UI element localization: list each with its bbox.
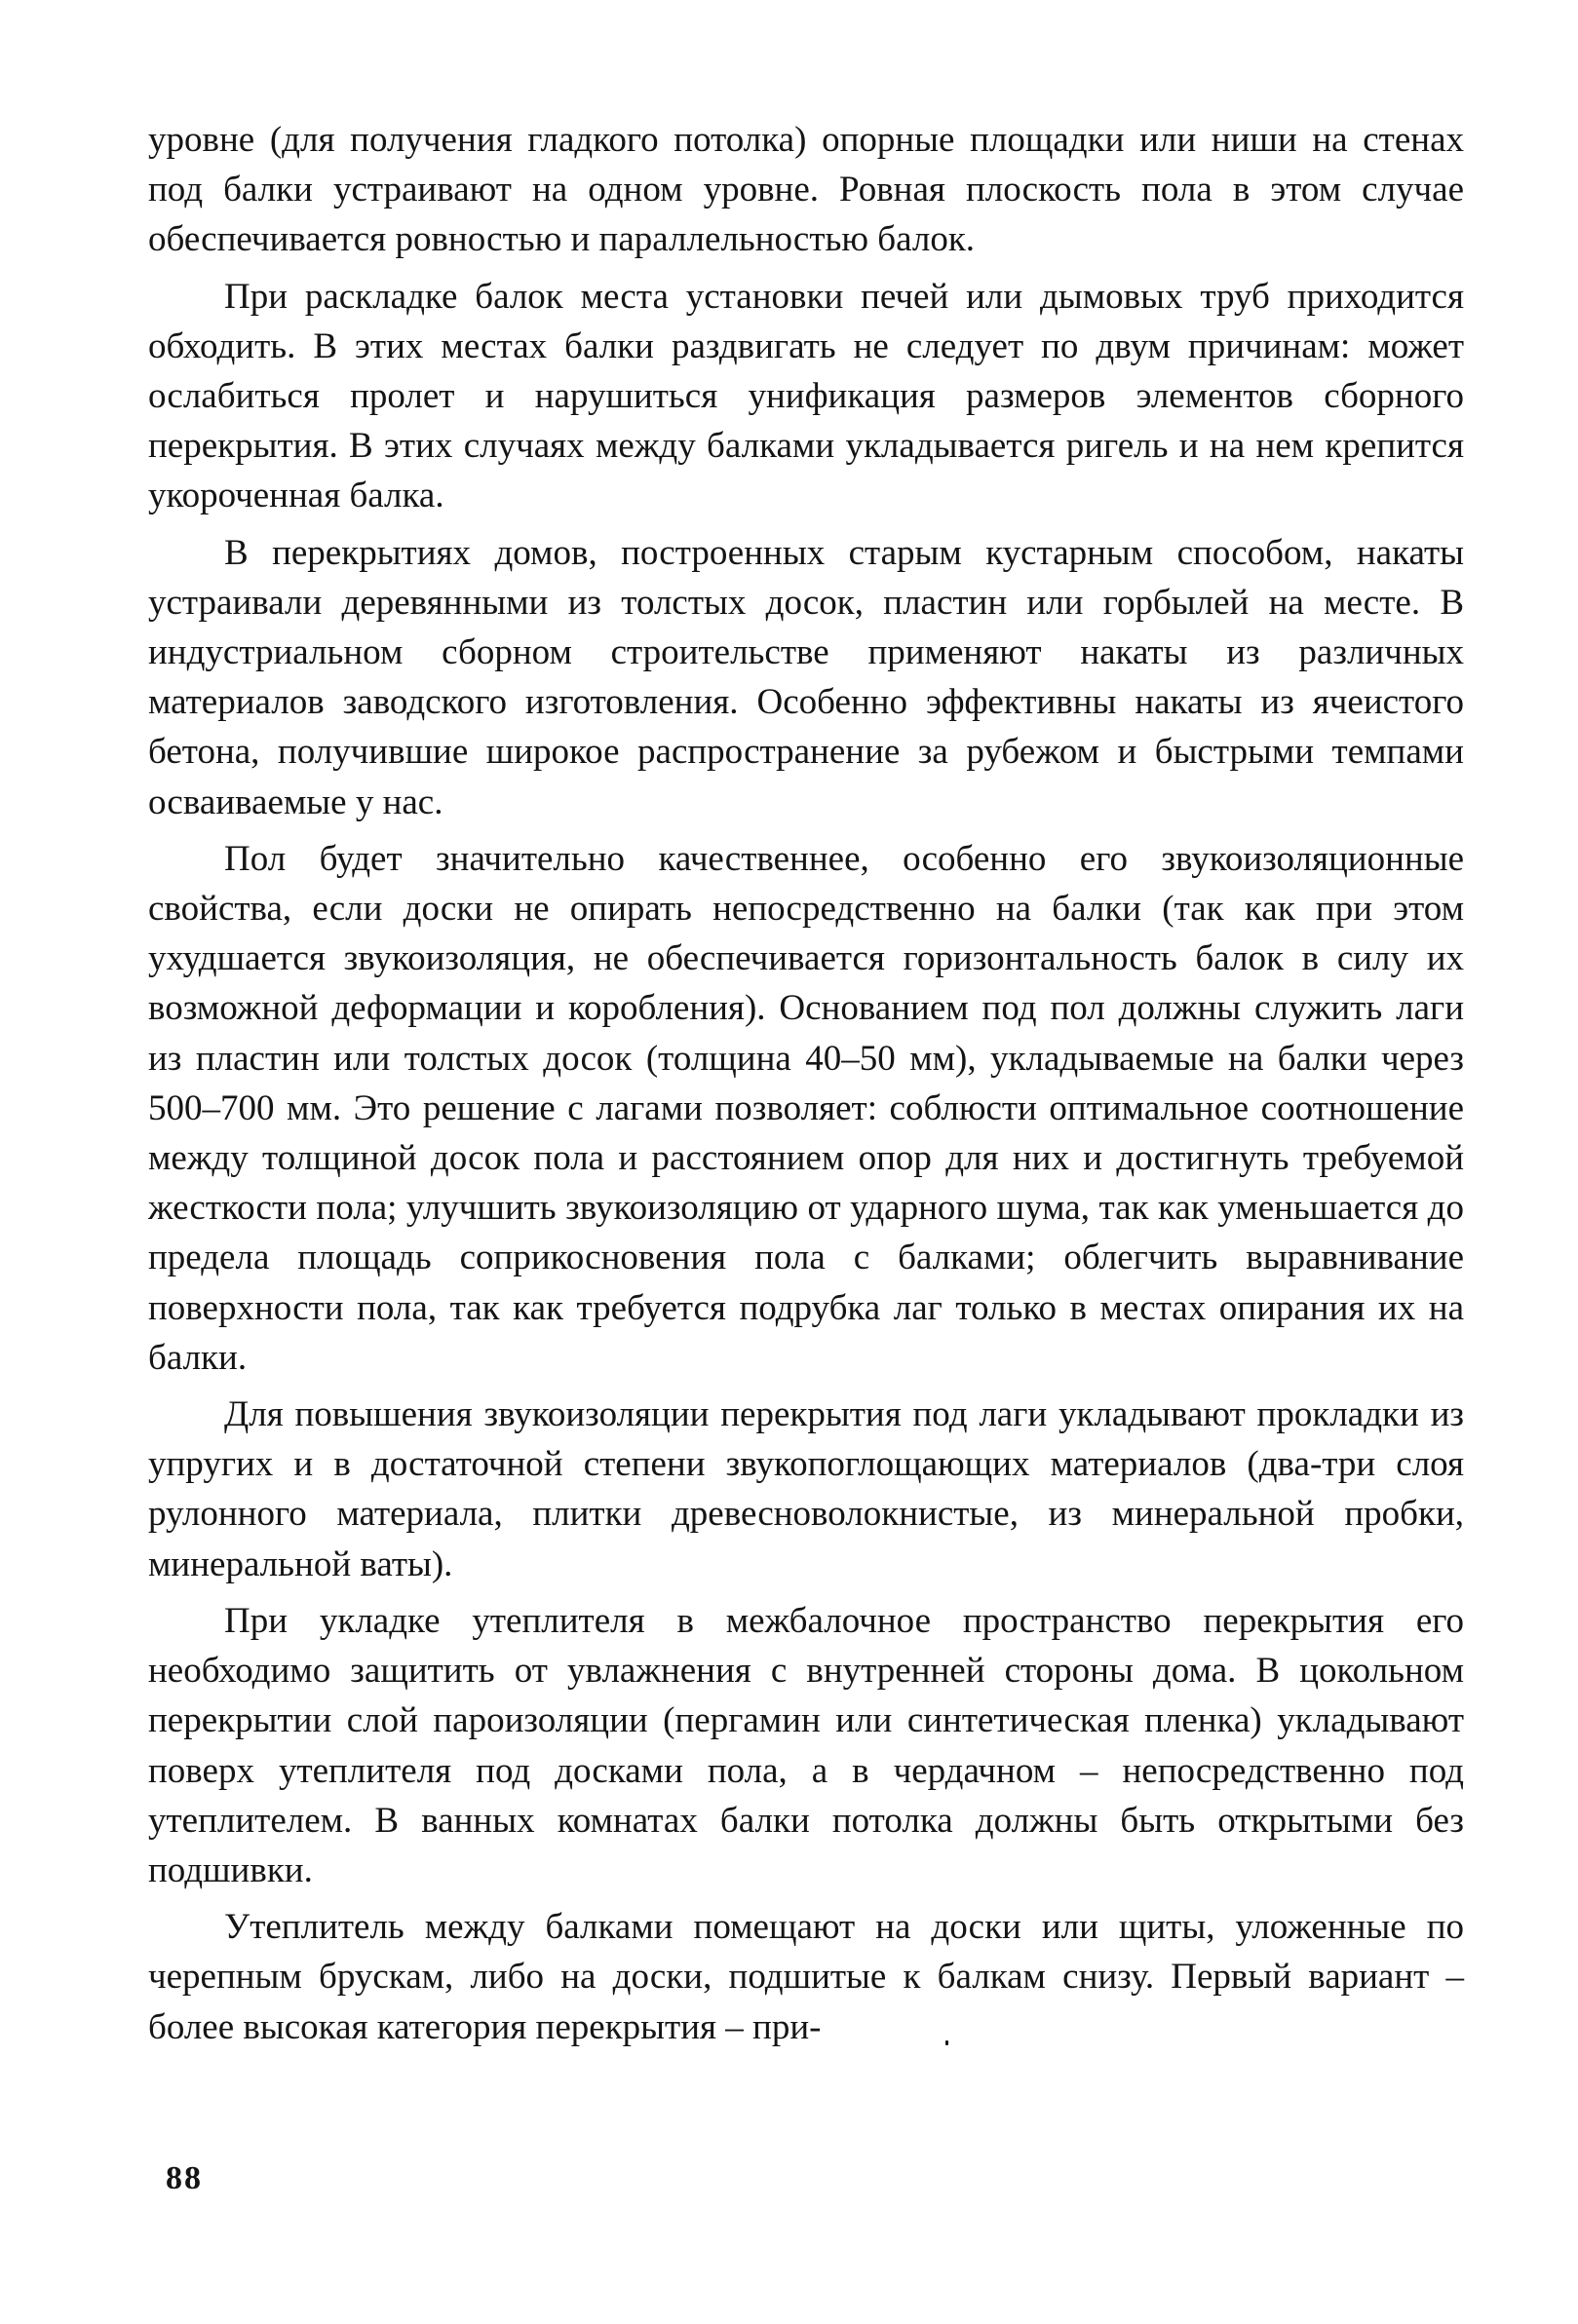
scan-speck [945,2040,948,2045]
paragraph-insulation-placement: Утеплитель между балками помещают на доски или щиты, уложенные по черепным брускам, либо на доски, подшитые к балкам снизу. Первый вариант – более высокая категория перекрытия – при- [148,1907,1464,2047]
body-text [148,115,1464,2052]
paragraph-rolling-decks: В перекрытиях домов, построенных старым кустарным способом, накаты устраивали деревянными из толстых досок, пластин или горбылей на месте. В индустриальном сборном строительстве применяют накаты из различных материалов заводского изготовления. Особенно эффективны накаты из ячеистого бетона, получившие широкое распространение за рубежом и быстрыми темпами осваиваемые у нас. [148,532,1464,822]
paragraph-sound-insulation: Для повышения звукоизоляции перекрытия под лаги укладывают прокладки из упругих и в достаточной степени звукопоглощающих материалов (два-три слоя рулонного материала, плитки древесноволокнистые, из минеральной пробки, минеральной ваты). [148,1394,1464,1584]
paragraph-beam-layout: При раскладке балок места установки печей или дымовых труб приходится обходить. В этих местах балки раздвигать не следует по двум причинам: может ослабиться пролет и нарушиться унификация размеров элементов сборного перекрытия. В этих случаях между балками укладывается ригель и на нем крепится укороченная балка. [148,276,1464,516]
paragraph-continuation: уровне (для получения гладкого потолка) опорные площадки или ниши на стенах под балки устраивают на одном уровне. Ровная плоскость пола в этом случае обеспечивается ровностью и параллельностью балок. [148,120,1464,260]
paragraph-insulation-laying: При укладке утеплителя в межбалочное пространство перекрытия его необходимо защитить от увлажнения с внутренней стороны дома. В цокольном перекрытии слой пароизоляции (пергамин или синтетическая пленка) укладывают поверх утеплителя под досками пола, а в чердачном – непосредственно под утеплителем. В ванных комнатах балки потолка должны быть открытыми без подшивки. [148,1600,1464,1890]
paragraph-floor-quality: Пол будет значительно качественнее, особенно его звукоизоляционные свойства, если доски не опирать непосредственно на балки (так как при этом ухудшается звукоизоляция, не обеспечивается горизонтальность балок в силу их возможной деформации и коробления). Основанием под пол должны служить лаги из пластин или толстых досок (толщина 40–50 мм), укладываемые на балки через 500–700 мм. Это решение с лагами позволяет: соблюсти оптимальное соотношение между толщиной досок пола и расстоянием опор для них и достигнуть требуемой жесткости пола; улучшить звукоизоляцию от ударного шума, так как уменьшается до предела площадь соприкосновения пола с балками; облегчить выравнивание поверхности пола, так как требуется подрубка лаг только в местах опирания их на балки. [148,838,1464,1378]
page-number: 88 [166,2160,203,2196]
